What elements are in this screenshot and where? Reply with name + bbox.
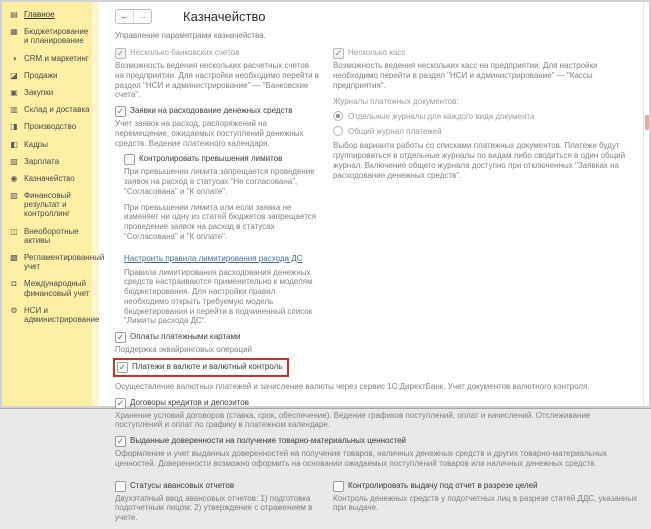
- gear-icon: ⚙: [10, 305, 18, 315]
- checkbox-checked-icon: ✓: [116, 332, 125, 342]
- checkbox-label: Несколько касс: [348, 48, 406, 57]
- sidebar-item-label: Производство: [24, 122, 77, 132]
- international-accounting-icon: ◘: [11, 279, 17, 289]
- sidebar-item-budgeting[interactable]: [2, 23, 92, 49]
- checkbox-label: Платежи в валюте и валютный контроль: [132, 361, 283, 371]
- limit-rules-description: Правила лимитирования расходования денежных средств настраиваются применительно к моделям бюджетирования. Для настройки правил необходимо открыть требуемую модель бюджетирования и перейти в подчиненный список "Лимиты расхода ДС".: [124, 267, 313, 326]
- checkbox-label: Контролировать превышения лимитов: [139, 154, 283, 164]
- checkbox-checked-icon: ✓: [116, 397, 125, 408]
- sidebar-item-label: CRM и маркетинг: [24, 53, 89, 63]
- radio-label: Общий журнал платежей: [348, 126, 442, 136]
- currency-payments-description: Осуществление валютных платежей и зачисление валюты через сервис 1С:ДиректБанк. Учет документов валютного контроля.: [115, 381, 590, 391]
- sidebar-item-regulated-accounting[interactable]: [2, 249, 105, 275]
- forward-button[interactable]: [133, 10, 151, 23]
- multi-bank-accounts-checkbox[interactable]: [115, 48, 320, 59]
- sidebar-item-label: Продажи: [24, 70, 58, 80]
- sidebar-item-purchasing[interactable]: [2, 84, 92, 101]
- card-payments-description: Поддержка эквайринговых операций: [115, 345, 253, 354]
- page-header: [115, 2, 638, 27]
- checkbox-label: Оплаты платежными картами: [130, 332, 241, 341]
- regulated-accounting-icon: ▩: [10, 253, 18, 262]
- journals-common-radio[interactable]: [333, 126, 638, 136]
- payment-requests-checkbox[interactable]: [115, 106, 320, 117]
- multi-cash-checkbox[interactable]: [333, 48, 638, 59]
- limit-rules-link[interactable]: Настроить правила лимитирования расхода ДС: [124, 253, 303, 263]
- sidebar-item-label: Склад и доставка: [24, 105, 90, 115]
- sidebar-item-label: Внеоборотные активы: [24, 226, 79, 245]
- sidebar-item-label: Международный финансовый учет: [24, 279, 90, 298]
- currency-payments-checkbox[interactable]: [117, 362, 282, 373]
- forward-arrow-icon: →: [138, 11, 147, 21]
- crm-icon: ◑: [11, 53, 17, 63]
- main-icon: ▤: [10, 10, 18, 19]
- page-title: Казначейство: [183, 9, 266, 24]
- limit-control-description-1: При превышении лимита запрещается проведение заявок на расход в статусах "Не согласована", "Согласована" и "К оплате".: [124, 167, 315, 196]
- sidebar-item-label: НСИ и администрирование: [24, 305, 100, 324]
- checkbox-checked-icon: ✓: [116, 436, 125, 446]
- sidebar-item-label: Финансовый результат и контроллинг: [24, 191, 71, 219]
- sidebar-item-master-data-administration[interactable]: [2, 302, 100, 328]
- checkbox-unchecked-icon: [124, 154, 135, 165]
- card-payments-checkbox[interactable]: [115, 332, 320, 343]
- limit-control-description-2: При превышении лимита или если заявка не изменяет ни одну из статей бюджетов запрещается проведение заявок на расход в статусах "Согласована" и "К оплате".: [124, 202, 317, 241]
- checkbox-label: Заявки на расходование денежных средств: [130, 106, 293, 115]
- sidebar-item-label: Закупки: [24, 87, 54, 97]
- sidebar-item-crm-marketing[interactable]: [2, 50, 92, 67]
- sidebar-item-label: Зарплата: [24, 156, 60, 166]
- checkbox-label: Контролировать выдачу под отчет в разрезе целей: [348, 480, 538, 490]
- checkbox-checked-icon: ✓: [118, 361, 127, 372]
- budgeting-icon: ▦: [10, 27, 18, 37]
- history-nav: [115, 9, 152, 24]
- limit-control-checkbox[interactable]: [124, 154, 320, 165]
- production-icon: ◨: [10, 122, 18, 132]
- issue-control-checkbox[interactable]: [333, 481, 638, 492]
- sidebar-item-non-current-assets[interactable]: [2, 223, 92, 249]
- sidebar-item-payroll[interactable]: [2, 153, 92, 170]
- checkbox-checked-icon: ✓: [334, 48, 343, 58]
- credit-contracts-checkbox[interactable]: [115, 398, 638, 409]
- scrollbar-track[interactable]: [643, 2, 644, 406]
- journals-separate-radio[interactable]: [333, 111, 638, 121]
- hr-icon: ◧: [10, 139, 18, 149]
- section-sidebar: [2, 2, 105, 406]
- sidebar-item-label: Казначейство: [24, 173, 75, 183]
- sidebar-item-treasury[interactable]: [2, 170, 92, 187]
- sidebar-item-main[interactable]: [2, 6, 92, 23]
- sidebar-item-label: Главное: [24, 10, 55, 19]
- payment-requests-description: Учет заявок на расход, распоряжений на перемещение, ожидаемых поступлений денежных средств. Ведение платежного календаря.: [115, 119, 304, 148]
- advance-report-statuses-checkbox[interactable]: [115, 481, 327, 492]
- checkbox-label: Несколько банковских счетов: [130, 48, 240, 57]
- sidebar-item-production[interactable]: [2, 118, 92, 135]
- scrollbar-marker: [645, 115, 649, 130]
- sales-icon: ◪: [10, 70, 18, 80]
- advance-report-statuses-description: Двухэтапный ввод авансовых отчетов: 1) подготовка подотчетным лицом; 2) утверждение с отражением в учете.: [115, 493, 313, 522]
- checkbox-label: Выданные доверенности на получение товарно-материальных ценностей: [130, 436, 406, 445]
- checkbox-label: Договоры кредитов и депозитов: [130, 397, 249, 407]
- credit-contracts-description: Хранение условий договоров (ставка, срок, обеспечение). Ведение графиков поступлений, оплат и начислений. Отслеживание поступлений и оплат по графику в платежном календаре.: [115, 410, 591, 430]
- settings-panel: [106, 2, 648, 522]
- journals-description: Выбор варианта работы со списками платежных документов. Платежи будут группироваться в отдельные журналы по видам либо сводиться в один общий журнал. Включение общего журнала доступно при отключенных "Заявках на расходование денежных средств".: [333, 141, 626, 180]
- radio-label: Отдельные журналы для каждого вида документа: [348, 111, 535, 121]
- annotation-highlight-box: [113, 358, 289, 377]
- sidebar-item-label: Кадры: [24, 139, 48, 149]
- issued-proxies-description: Оформление и учет выданных доверенностей на получение товаров, наличных денежных средств и других товарно-материальных ценностей. Доверенности возможно оформить на основании ожидаемых поступлений товаров или наличных денежных средств.: [115, 449, 607, 468]
- left-settings-column: [115, 42, 320, 378]
- financial-result-icon: ▧: [10, 191, 18, 201]
- treasury-icon: ◉: [10, 173, 18, 183]
- checkbox-label: Статусы авансовых отчетов: [130, 480, 235, 490]
- multi-bank-accounts-description: Возможность ведения нескольких расчетных счетов на предприятии. Для настройки необходимо перейти в раздел "НСИ и администрирование" — "Банковские счета".: [115, 61, 320, 100]
- back-button[interactable]: [116, 10, 133, 23]
- radio-selected-icon: [333, 111, 343, 121]
- assets-icon: ◫: [10, 226, 18, 236]
- sidebar-item-sales[interactable]: [2, 67, 92, 84]
- sidebar-item-financial-result[interactable]: [2, 187, 92, 223]
- purchasing-icon: ▣: [10, 87, 18, 97]
- issue-control-description: Контроль денежных средств у подотчетных лиц в разрезе статей ДДС, указанных при выдаче.: [333, 493, 638, 513]
- checkbox-unchecked-icon: [333, 481, 344, 492]
- issued-proxies-checkbox[interactable]: [115, 436, 638, 447]
- multi-cash-description: Возможность ведения нескольких касс на предприятии. Для настройки необходимо перейти в раздел "НСИ и администрирование" — "Кассы предприятия".: [333, 61, 598, 90]
- checkbox-unchecked-icon: [115, 481, 126, 492]
- payroll-icon: ▨: [10, 156, 18, 166]
- issue-control-block: [333, 475, 638, 520]
- checkbox-checked-icon: ✓: [116, 48, 125, 58]
- advance-reports-block: [115, 475, 327, 529]
- sidebar-item-label: Регламентированный учет: [24, 253, 105, 272]
- page-subtitle: Управление параметрами казначейства.: [115, 31, 266, 40]
- back-arrow-icon: ←: [120, 11, 129, 21]
- warehouse-icon: ▥: [10, 105, 18, 115]
- sidebar-item-international-accounting[interactable]: [2, 275, 92, 301]
- sidebar-item-warehouse-delivery[interactable]: [2, 101, 92, 118]
- sidebar-item-hr[interactable]: [2, 136, 92, 153]
- sidebar-item-label: Бюджетирование и планирование: [24, 27, 89, 46]
- checkbox-checked-icon: ✓: [116, 106, 125, 116]
- radio-unselected-icon: [333, 126, 343, 136]
- right-settings-column: [333, 42, 638, 186]
- journals-group-label: Журналы платежных документов:: [333, 97, 459, 107]
